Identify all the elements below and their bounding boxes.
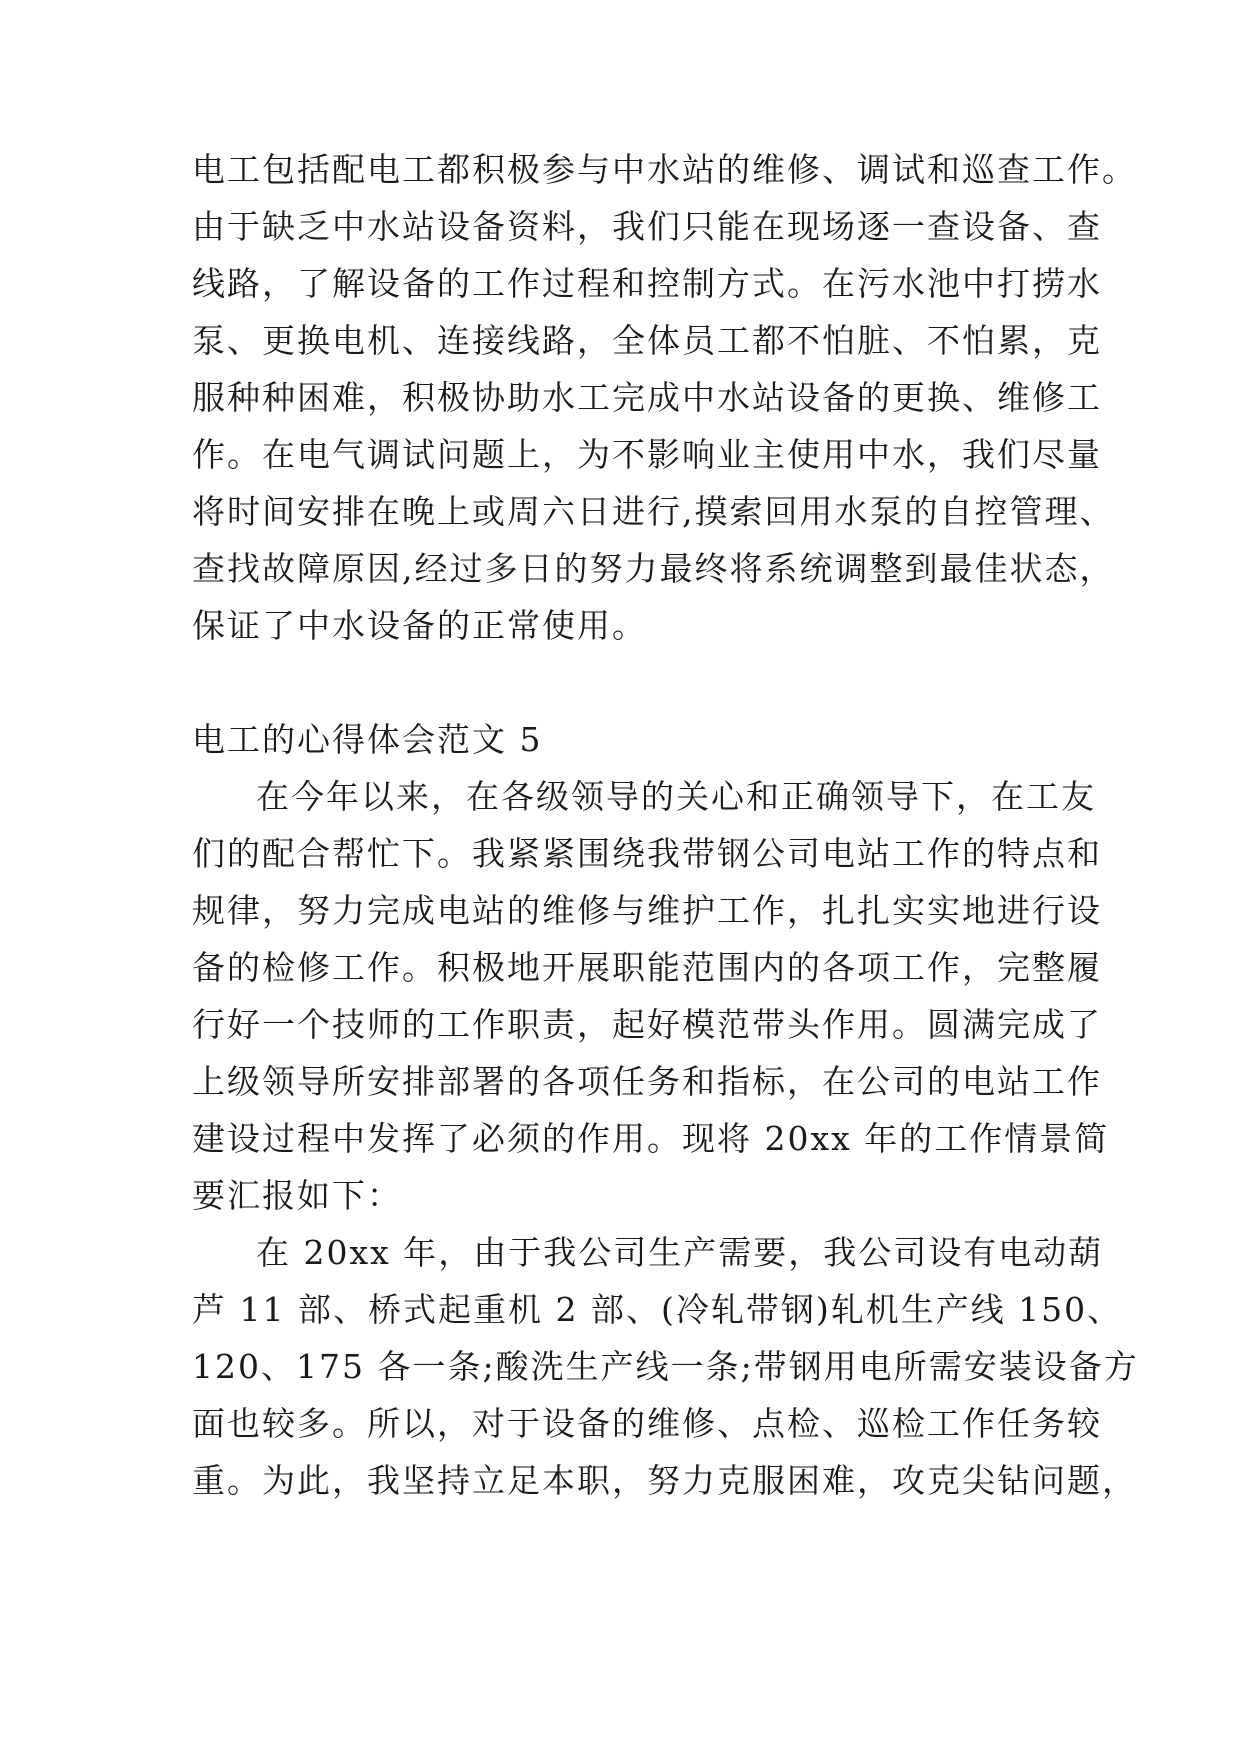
paragraph-line: 查找故障原因,经过多日的努力最终将系统调整到最佳状态， [192,549,1115,588]
paragraph-line: 将时间安排在晚上或周六日进行,摸索回用水泵的自控管理、 [192,492,1115,531]
paragraph-line: 建设过程中发挥了必须的作用。现将 20xx 年的工作情景简 [192,1119,1110,1158]
paragraph-line: 服种种困难，积极协助水工完成中水站设备的更换、维修工 [192,378,1102,417]
paragraph-line: 保证了中水设备的正常使用。 [192,606,647,645]
paragraph-line: 上级领导所安排部署的各项任务和指标，在公司的电站工作 [192,1062,1102,1101]
paragraph-line: 由于缺乏中水站设备资料，我们只能在现场逐一查设备、查 [192,207,1102,246]
paragraph-line: 在今年以来，在各级领导的关心和正确领导下，在工友 [256,777,1096,816]
paragraph-line: 备的检修工作。积极地开展职能范围内的各项工作，完整履 [192,948,1102,987]
paragraph-line: 们的配合帮忙下。我紧紧围绕我带钢公司电站工作的特点和 [192,834,1102,873]
paragraph-line: 线路，了解设备的工作过程和控制方式。在污水池中打捞水 [192,264,1102,303]
paragraph-line: 作。在电气调试问题上，为不影响业主使用中水，我们尽量 [192,435,1102,474]
section-heading: 电工的心得体会范文 5 [192,720,543,759]
paragraph-line: 在 20xx 年，由于我公司生产需要，我公司设有电动葫 [256,1233,1104,1272]
paragraph-line: 要汇报如下： [192,1176,402,1215]
paragraph-line: 芦 11 部、桥式起重机 2 部、(冷轧带钢)轧机生产线 150、 [192,1290,1123,1329]
paragraph-line: 面也较多。所以，对于设备的维修、点检、巡检工作任务较 [192,1404,1102,1443]
paragraph-line: 泵、更换电机、连接线路，全体员工都不怕脏、不怕累，克 [192,321,1102,360]
paragraph-line: 电工包括配电工都积极参与中水站的维修、调试和巡查工作。 [192,150,1137,189]
paragraph-line: 行好一个技师的工作职责，起好模范带头作用。圆满完成了 [192,1005,1102,1044]
paragraph-line: 规律，努力完成电站的维修与维护工作，扎扎实实地进行设 [192,891,1102,930]
paragraph-line: 120、175 各一条;酸洗生产线一条;带钢用电所需安装设备方 [192,1347,1139,1386]
paragraph-line: 重。为此，我坚持立足本职，努力克服困难，攻克尖钻问题， [192,1461,1137,1500]
